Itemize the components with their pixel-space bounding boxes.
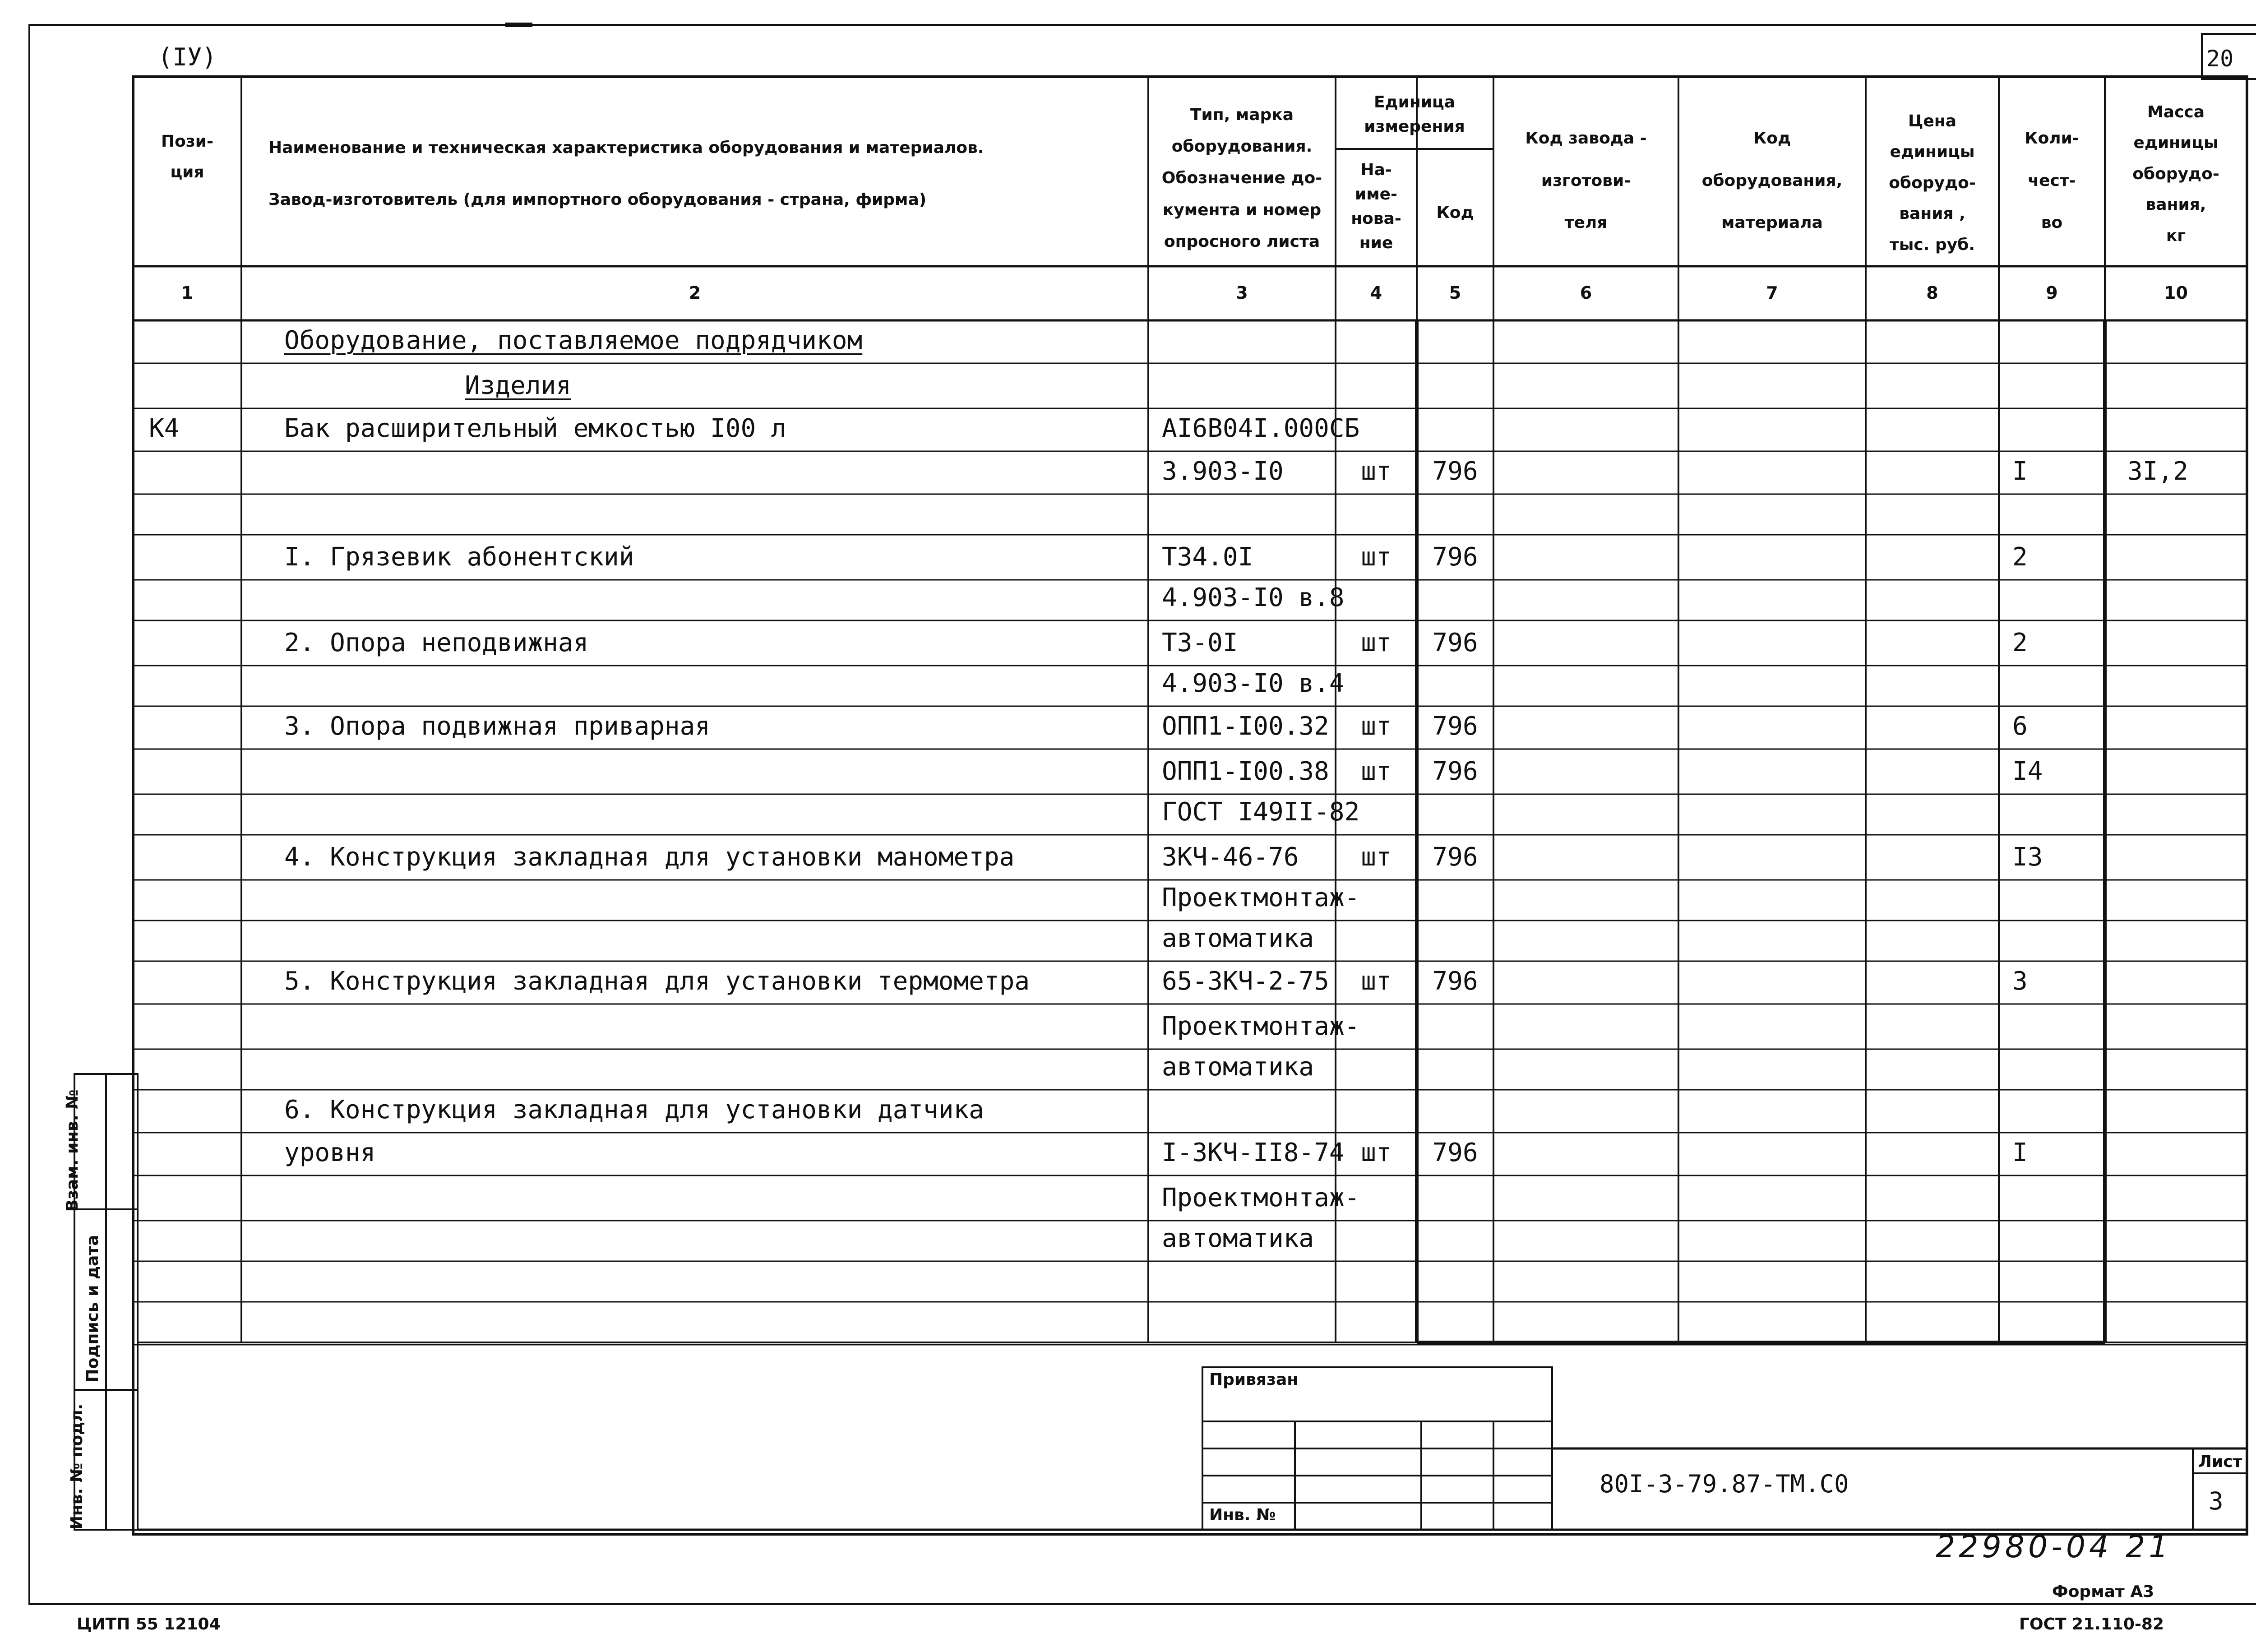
- header-type-line: Обозначение до-: [1161, 169, 1322, 188]
- row-mass: 3I,2: [2127, 457, 2188, 486]
- header-equipment-code-line: оборудования,: [1701, 171, 1843, 190]
- column-number: 7: [1766, 283, 1778, 303]
- column-number: 8: [1926, 283, 1938, 303]
- row-unit-code: 796: [1432, 542, 1478, 572]
- row-unit-code: 796: [1432, 967, 1478, 996]
- column-number: 3: [1236, 283, 1248, 303]
- header-price-line: Цена: [1908, 112, 1956, 130]
- row-name: Бак расширительный емкостью I00 л: [284, 414, 786, 443]
- row-name: Оборудование, поставляемое подрядчиком: [284, 326, 863, 355]
- side-label-vzam: Взам. инв. №: [63, 1089, 82, 1212]
- row-type: ОПП1-I00.32: [1162, 712, 1329, 741]
- header-position-line: ция: [170, 163, 204, 182]
- header-equipment-code: [1678, 117, 1866, 244]
- header-unit: [1336, 90, 1493, 139]
- row-unit: шт: [1361, 457, 1392, 486]
- header-name-line: Наименование и техническая характеристика оборудования и материалов.: [268, 139, 984, 157]
- row-unit: шт: [1361, 542, 1392, 572]
- row-unit: шт: [1361, 842, 1392, 872]
- header-unit-name-line: нова-: [1351, 209, 1401, 228]
- standard-label: ГОСТ 21.110-82: [2019, 1615, 2164, 1633]
- row-name: уровня: [284, 1138, 376, 1167]
- row-unit: шт: [1361, 628, 1392, 657]
- row-type: 65-ЗКЧ-2-75: [1162, 967, 1329, 996]
- header-price-line: единицы: [1890, 143, 1975, 162]
- row-quantity: 2: [2012, 628, 2028, 657]
- row-quantity: 3: [2012, 967, 2028, 996]
- header-mass-line: вания,: [2145, 195, 2206, 214]
- header-name-line: Завод-изготовитель (для импортного оборудования - страна, фирма): [268, 190, 927, 209]
- row-quantity: I: [2012, 457, 2028, 486]
- header-plant-code-line: Код завода -: [1525, 129, 1647, 148]
- header-position-line: Пози-: [161, 132, 213, 151]
- row-type: ЗКЧ-46-76: [1162, 842, 1299, 872]
- header-type: [1153, 99, 1331, 258]
- header-mass-line: кг: [2166, 226, 2186, 245]
- header-mass-line: единицы: [2133, 134, 2219, 153]
- row-unit: шт: [1361, 712, 1392, 741]
- header-equipment-code-line: материала: [1721, 213, 1823, 232]
- row-unit-code: 796: [1432, 757, 1478, 786]
- header-unit-name: [1336, 158, 1417, 255]
- column-number: 10: [2164, 283, 2188, 303]
- format-label: Формат А3: [2052, 1583, 2154, 1601]
- row-unit: шт: [1361, 1138, 1392, 1167]
- header-equipment-code-line: Код: [1753, 129, 1791, 148]
- header-plant-code-line: изготови-: [1541, 171, 1631, 190]
- header-type-line: опросного листа: [1164, 232, 1320, 251]
- row-quantity: 2: [2012, 542, 2028, 572]
- row-name: 3. Опора подвижная приварная: [284, 712, 711, 741]
- row-name: 4. Конструкция закладная для установки манометра: [284, 842, 1015, 872]
- header-quantity-line: чест-: [2028, 171, 2076, 190]
- column-number: 9: [2046, 283, 2058, 303]
- section-mark: (IУ): [158, 43, 217, 71]
- row-type: Проектмонтаж-: [1162, 883, 1360, 912]
- archive-number: 22980-04 21: [1936, 1529, 2172, 1565]
- row-quantity: 6: [2012, 712, 2028, 741]
- row-unit: шт: [1361, 967, 1392, 996]
- header-type-line: Тип, марка: [1190, 106, 1294, 124]
- header-position: [133, 126, 241, 188]
- outer-frame: [29, 25, 2256, 1604]
- column-number: 6: [1580, 283, 1592, 303]
- header-unit-line: Единица: [1374, 93, 1455, 111]
- header-price: [1866, 106, 1999, 260]
- row-name: Изделия: [465, 371, 572, 400]
- row-unit-code: 796: [1432, 1138, 1478, 1167]
- column-number: 5: [1449, 283, 1461, 303]
- header-mass-line: оборудо-: [2132, 164, 2219, 183]
- row-type: Проектмонтаж-: [1162, 1012, 1360, 1041]
- header-price-line: вания ,: [1899, 204, 1965, 223]
- header-plant-code-line: теля: [1564, 213, 1608, 232]
- column-number: 2: [689, 283, 701, 303]
- header-unit-line: измерения: [1364, 117, 1465, 136]
- header-unit-name-line: ние: [1359, 234, 1393, 252]
- row-type: автоматика: [1162, 1224, 1314, 1253]
- side-label-inv: Инв. № подл.: [68, 1403, 86, 1530]
- column-number: 4: [1370, 283, 1382, 303]
- header-mass-line: Масса: [2147, 103, 2205, 121]
- row-unit-code: 796: [1432, 457, 1478, 486]
- row-quantity: I: [2012, 1138, 2028, 1167]
- header-unit-name-line: На-: [1360, 161, 1392, 179]
- row-type: автоматика: [1162, 1052, 1314, 1082]
- row-unit-code: 796: [1432, 712, 1478, 741]
- header-plant-code: [1493, 117, 1678, 244]
- header-type-line: оборудования.: [1171, 137, 1313, 156]
- row-quantity: I4: [2012, 757, 2043, 786]
- row-name: 6. Конструкция закладная для установки датчика: [284, 1095, 984, 1124]
- header-type-line: кумента и номер: [1162, 200, 1322, 219]
- row-type: 4.903-I0 в.8: [1162, 583, 1345, 612]
- row-type: ОПП1-I00.38: [1162, 757, 1329, 786]
- row-type: 3.903-I0: [1162, 457, 1284, 486]
- row-type: Проектмонтаж-: [1162, 1183, 1360, 1212]
- row-type: АI6В04I.000СБ: [1162, 414, 1360, 443]
- row-quantity: I3: [2012, 842, 2043, 872]
- stamp-privyazan-label: Привязан: [1209, 1370, 1299, 1389]
- header-name: [268, 122, 1121, 226]
- row-name: I. Грязевик абонентский: [284, 542, 634, 572]
- header-quantity-line: Коли-: [2025, 129, 2079, 148]
- row-type: автоматика: [1162, 924, 1314, 953]
- row-type: I-ЗКЧ-II8-74: [1162, 1138, 1345, 1167]
- header-unit-name-line: име-: [1355, 185, 1397, 204]
- header-price-line: тыс. руб.: [1889, 235, 1975, 254]
- row-type: ГОСТ I49II-82: [1162, 797, 1360, 827]
- sheet-number: 3: [2209, 1487, 2224, 1515]
- row-name: 5. Конструкция закладная для установки термометра: [284, 967, 1030, 996]
- row-unit-code: 796: [1432, 842, 1478, 872]
- header-quantity-line: во: [2041, 213, 2063, 232]
- page-number-top: 20: [2206, 46, 2234, 72]
- document-designation: 80I-3-79.87-ТМ.С0: [1600, 1470, 1849, 1498]
- header-quantity: [1999, 117, 2105, 244]
- row-unit: шт: [1361, 757, 1392, 786]
- stamp-inv-label: Инв. №: [1209, 1506, 1276, 1524]
- row-type: Т34.0I: [1162, 542, 1253, 572]
- header-price-line: оборудо-: [1889, 173, 1976, 192]
- row-type: 4.903-I0 в.4: [1162, 669, 1345, 698]
- side-label-podpis: Подпись и дата: [83, 1235, 102, 1383]
- row-unit-code: 796: [1432, 628, 1478, 657]
- header-mass: [2105, 97, 2247, 251]
- row-position: К4: [149, 414, 180, 443]
- row-type: Т3-0I: [1162, 628, 1238, 657]
- print-code: ЦИТП 55 12104: [77, 1615, 221, 1633]
- column-number: 1: [181, 283, 194, 303]
- row-name: 2. Опора неподвижная: [284, 628, 589, 657]
- header-unit-code: Код: [1436, 204, 1474, 222]
- sheet-label: Лист: [2198, 1453, 2242, 1471]
